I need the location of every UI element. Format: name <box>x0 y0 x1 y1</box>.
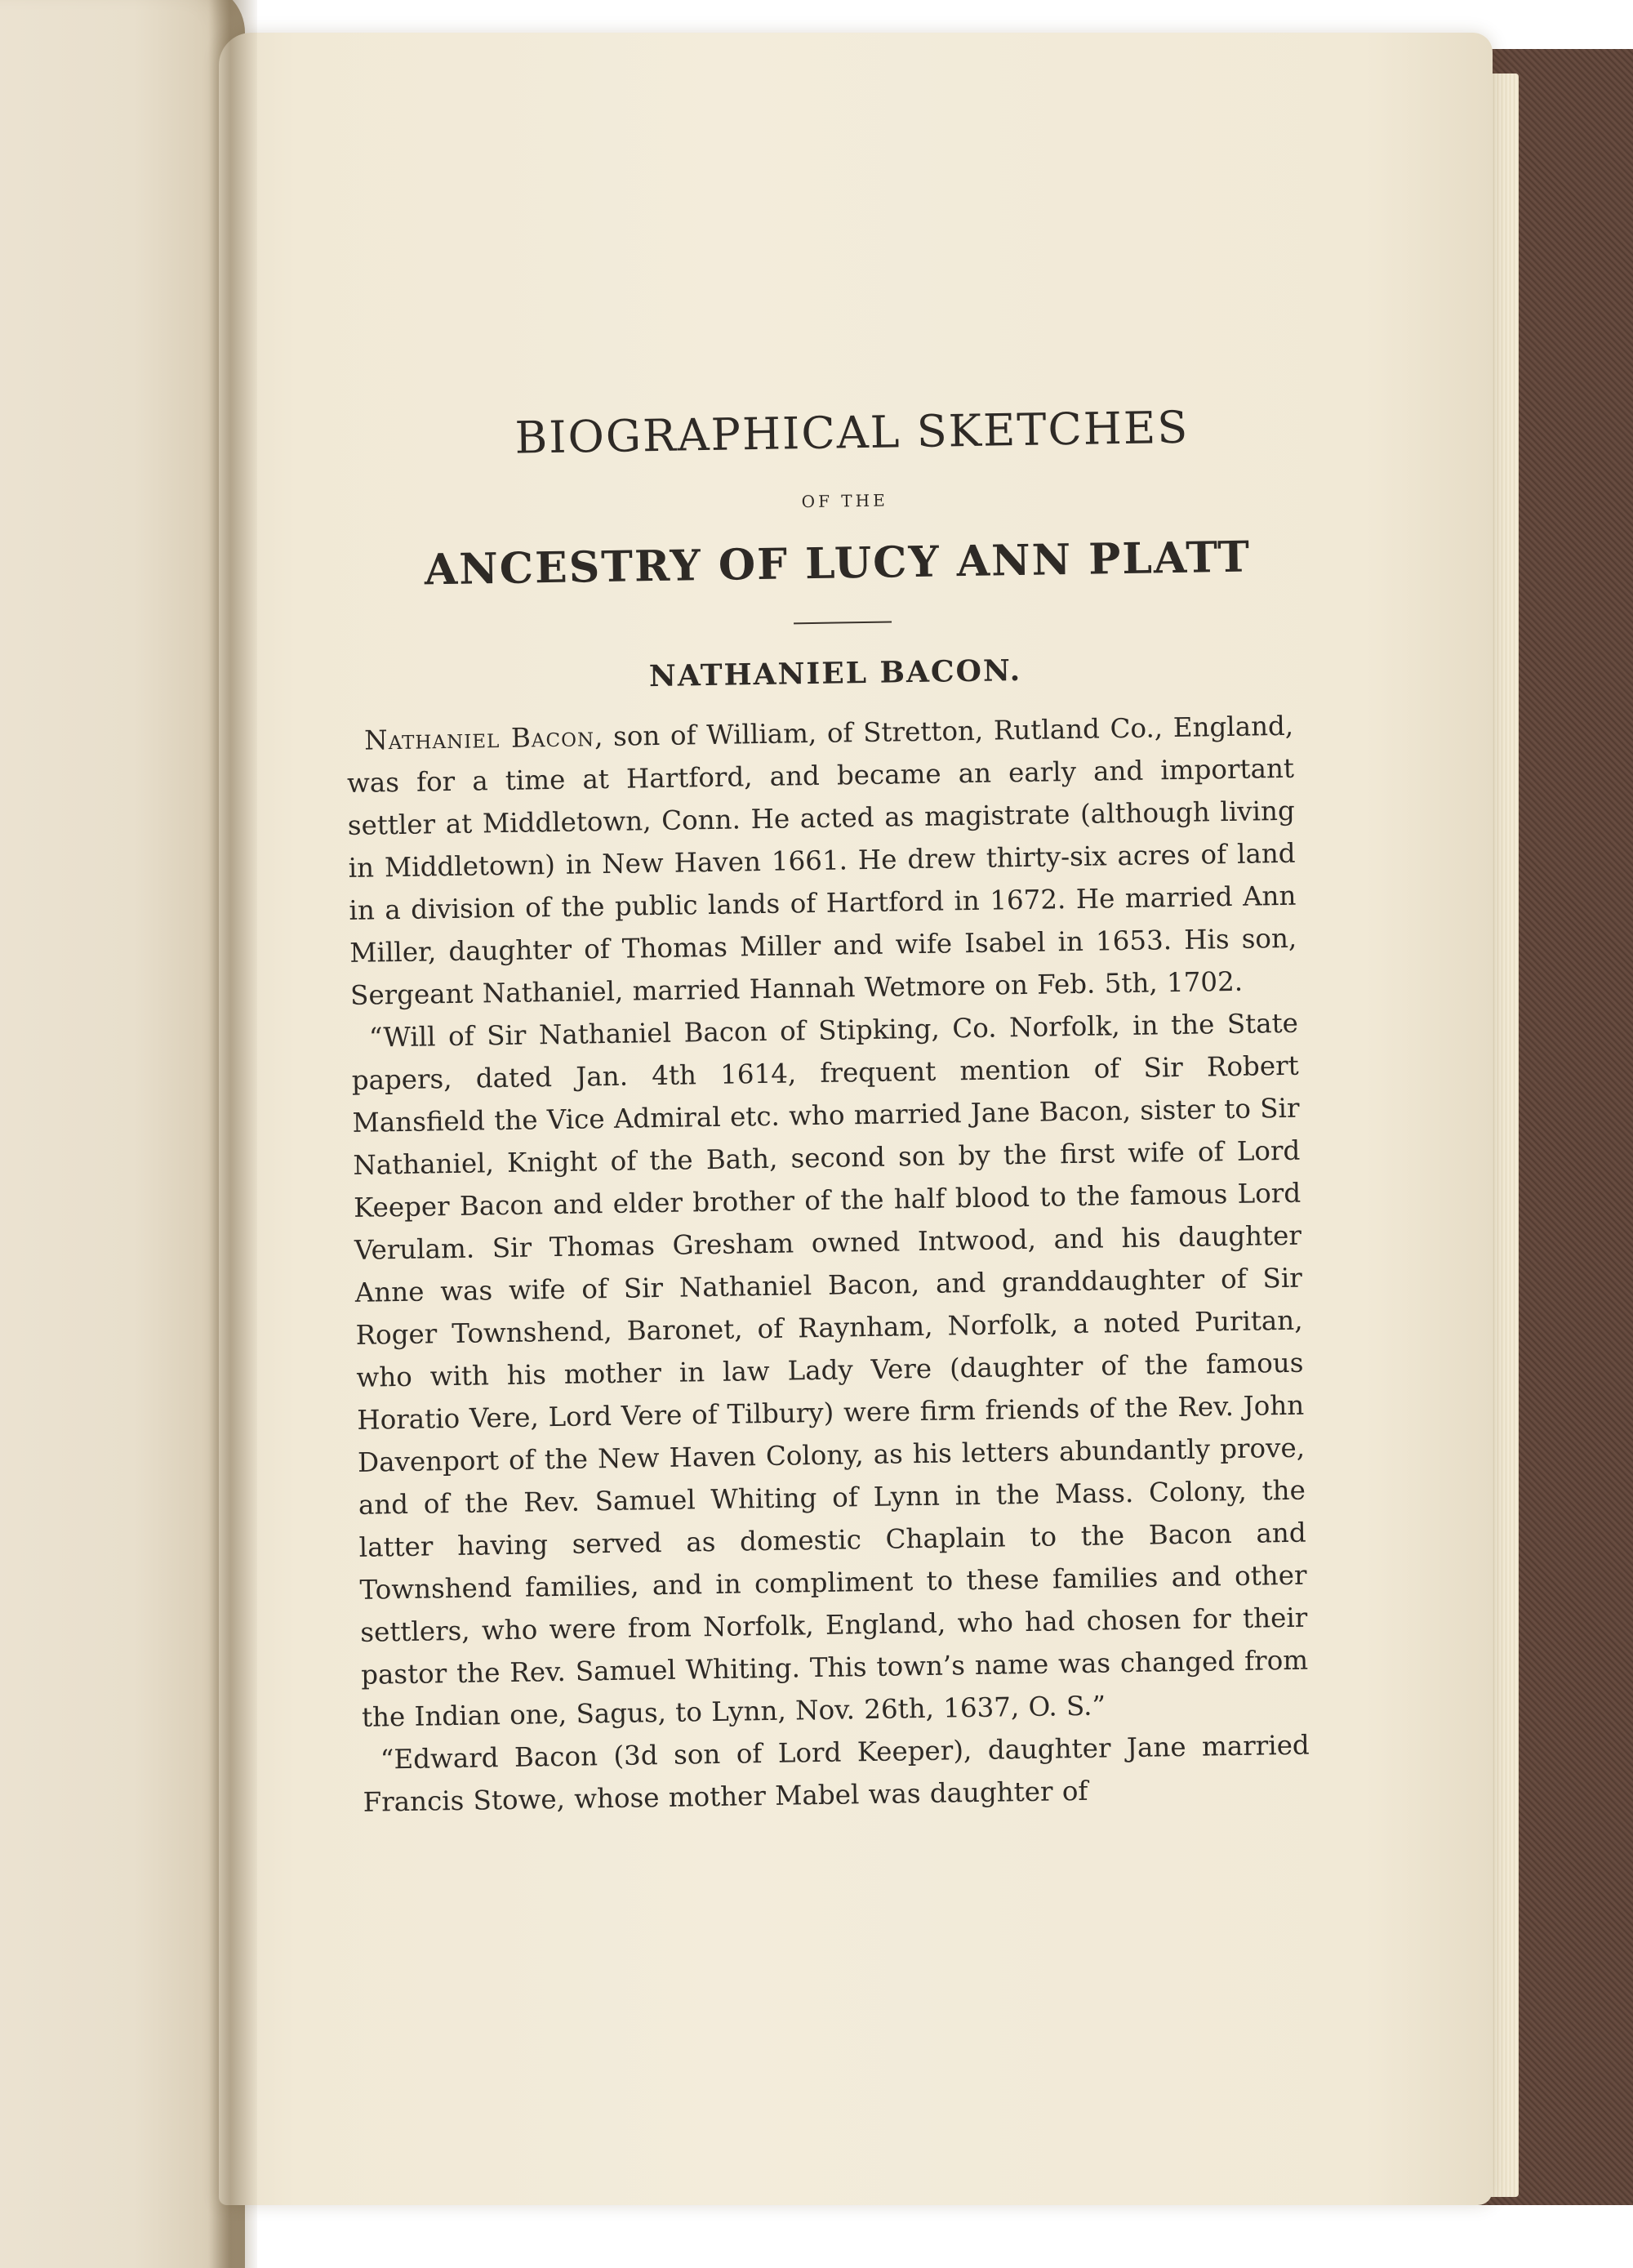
book-title: BIOGRAPHICAL SKETCHES <box>514 401 1190 464</box>
paragraph-2-text: “Will of Sir Nathaniel Bacon of Stipking, Co. Norfolk, in the State papers, dated Jan. 4th 1614, frequent mention of Sir Robert Mansfield the Vice Admiral etc. who married Jane Bacon, sister to Sir Nathaniel, Knight of the Bath, second son by the first wife of Lord Keeper Bacon and elder brother of the half blood to the famous Lord Verulam. Sir Thomas Gresham owned Intwood, and his daughter Anne was wife of Sir Nathaniel Bacon, and granddaughter of Sir Roger Townshend, Baronet, of Raynham, Norfolk, a noted Puritan, who with his mother in law Lady Vere (daughter of the famous Horatio Vere, Lord Vere of Tilbury) were firm friends of the Rev. John Davenport of the New Haven Colony, as his letters abundantly prove, and of the Rev. Samuel Whiting of Lynn in the Mass. Colony, the latter having served as domestic Chaplain to the Bacon and Townshend families, and in compliment to these families and other settlers, who were from Norfolk, England, who had chosen for their pastor the Rev. Samuel Whiting. This town’s name was changed from the Indian one, Sagus, to Lynn, Nov. 26th, 1637, O. S.” <box>351 1007 1309 1733</box>
title-rule <box>794 621 892 624</box>
paragraph-2 <box>351 1001 1310 1738</box>
paragraph-1 <box>346 704 1298 1016</box>
book-gutter-shadow <box>208 0 257 2268</box>
page-text-block <box>341 402 1310 1824</box>
title-connector: OF THE <box>801 490 888 512</box>
section-heading: NATHANIEL BACON. <box>648 653 1022 693</box>
paragraph-1-lead: Nathaniel Bacon <box>363 720 595 756</box>
book-subtitle: ANCESTRY OF LUCY ANN PLATT <box>424 532 1252 595</box>
paragraph-3 <box>362 1723 1310 1823</box>
paragraph-3-text: “Edward Bacon (3d son of Lord Keeper), daughter Jane married Francis Stowe, whose mother Mabel was daughter of <box>363 1729 1310 1818</box>
paragraph-1-text: , son of William, of Stretton, Rutland Co., England, was for a time at Hartford, and became an early and important settler at Middletown, Conn. He acted as magistrate (although living in Middletown) in New Haven 1661. He drew thirty-six acres of land in a division of the public lands of Hartford in 1672. He married Ann Miller, daughter of Thomas Miller and wife Isabel in 1653. His son, Sergeant Nathaniel, married Hannah Wetmore on Feb. 5th, 1702. <box>346 710 1297 1011</box>
right-page <box>219 33 1493 2205</box>
